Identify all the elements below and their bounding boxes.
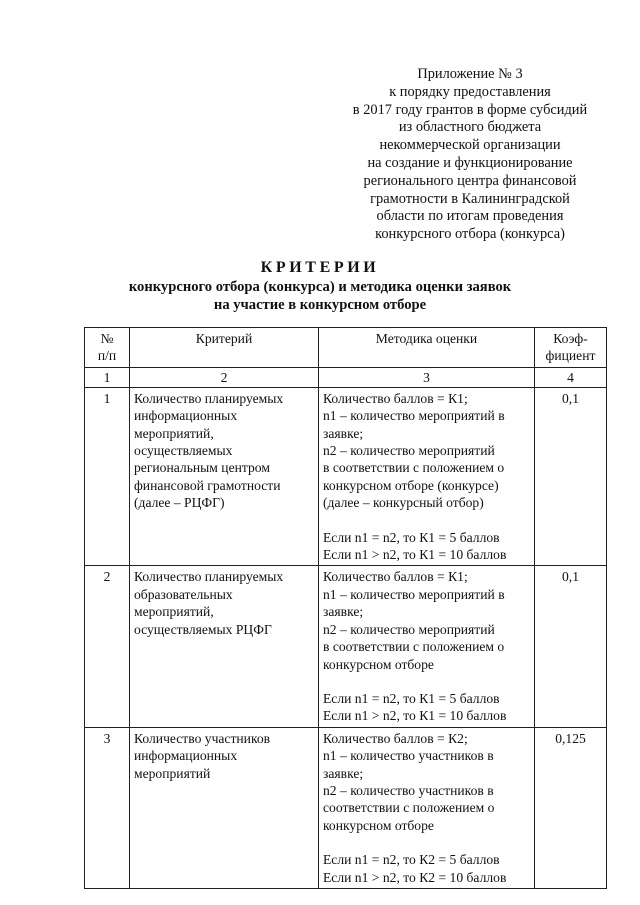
- document-subtitle-line1: конкурсного отбора (конкурса) и методика оценки заявок: [128, 279, 512, 295]
- method-line: Количество баллов = К1;: [323, 390, 468, 406]
- coefficient-cell: 0,1: [535, 566, 607, 727]
- criterion-line: мероприятий,: [134, 604, 214, 620]
- condition-line: Если n1 > n2, то К2 = 10 баллов: [323, 869, 507, 885]
- appendix-line: конкурсного отбора (конкурса): [375, 226, 565, 243]
- method-line: в соответствии с положением о: [323, 639, 505, 655]
- criterion-line: Количество планируемых: [134, 390, 284, 406]
- header-method: Методика оценки: [319, 328, 535, 368]
- method-line: конкурсном отборе (конкурсе): [323, 477, 499, 493]
- method-line: конкурсном отборе: [323, 817, 434, 833]
- header-coef-line2: фициент: [545, 348, 596, 364]
- column-number: 1: [85, 367, 130, 387]
- criterion-line: региональным центром: [134, 460, 270, 476]
- method-line: соответствии с положением о: [323, 800, 495, 816]
- method-line: Количество баллов = К2;: [323, 730, 468, 746]
- method-line: заявке;: [323, 425, 364, 441]
- criterion-line: мероприятий,: [134, 425, 214, 441]
- header-num: [85, 328, 130, 368]
- method-cell: [319, 387, 535, 566]
- criterion-line: мероприятий: [134, 765, 211, 781]
- method-cell: [319, 727, 535, 888]
- method-line: n2 – количество участников в: [323, 782, 494, 798]
- condition-line: Если n1 = n2, то К1 = 5 баллов: [323, 690, 500, 706]
- condition-line: Если n1 = n2, то К1 = 5 баллов: [323, 529, 500, 545]
- criterion-cell: [130, 387, 319, 566]
- appendix-line: в 2017 году грантов в форме субсидий: [352, 101, 588, 118]
- row-number: 3: [85, 727, 130, 888]
- row-number: 2: [85, 566, 130, 727]
- method-line: заявке;: [323, 765, 364, 781]
- method-line: n2 – количество мероприятий: [323, 443, 495, 459]
- header-criterion: Критерий: [130, 328, 319, 368]
- appendix-line: области по итогам проведения: [376, 208, 564, 225]
- condition-line: Если n1 > n2, то К1 = 10 баллов: [323, 547, 507, 563]
- header-coef-line1: Коэф-: [553, 331, 588, 346]
- method-line: конкурсном отборе: [323, 656, 434, 672]
- method-line: заявке;: [323, 604, 364, 620]
- document-title: КРИТЕРИИ: [260, 259, 380, 276]
- appendix-line: регионального центра финансовой: [363, 172, 577, 189]
- header-num-line1: №: [100, 331, 114, 346]
- column-number: 2: [130, 367, 319, 387]
- criteria-table: [84, 327, 607, 889]
- method-line: (далее – конкурсный отбор): [323, 495, 484, 511]
- method-line: Количество баллов = К1;: [323, 569, 468, 585]
- method-spacer: [323, 834, 530, 851]
- criterion-line: финансовой грамотности: [134, 477, 281, 493]
- column-number: 3: [319, 367, 535, 387]
- row-number: 1: [85, 387, 130, 566]
- appendix-line: некоммерческой организации: [379, 137, 561, 154]
- appendix-line: из областного бюджета: [398, 119, 542, 136]
- table-header-row: [85, 328, 607, 368]
- column-number: 4: [535, 367, 607, 387]
- column-number-row: [85, 367, 607, 387]
- header-num-line2: п/п: [97, 348, 117, 364]
- criterion-line: осуществляемых: [134, 443, 233, 459]
- method-line: n1 – количество участников в: [323, 748, 494, 764]
- method-line: в соответствии с положением о: [323, 460, 505, 476]
- appendix-header: [340, 66, 600, 244]
- method-cell: [319, 566, 535, 727]
- criterion-cell: [130, 566, 319, 727]
- criterion-line: Количество планируемых: [134, 569, 284, 585]
- table-row: [85, 727, 607, 888]
- header-coef: [535, 328, 607, 368]
- document-heading: [0, 258, 640, 314]
- method-line: n1 – количество мероприятий в: [323, 586, 505, 602]
- table-row: [85, 566, 607, 727]
- appendix-line: на создание и функционирование: [367, 154, 573, 171]
- method-line: n2 – количество мероприятий: [323, 621, 495, 637]
- criterion-cell: [130, 727, 319, 888]
- document-subtitle-line2: на участие в конкурсном отборе: [213, 297, 427, 313]
- method-spacer: [323, 673, 530, 690]
- condition-line: Если n1 > n2, то К1 = 10 баллов: [323, 708, 507, 724]
- criterion-line: (далее – РЦФГ): [134, 495, 225, 511]
- appendix-line: Приложение № 3: [417, 66, 523, 82]
- criterion-line: осуществляемых РЦФГ: [134, 621, 272, 637]
- condition-line: Если n1 = n2, то К2 = 5 баллов: [323, 852, 500, 868]
- coefficient-cell: 0,1: [535, 387, 607, 566]
- table-row: [85, 387, 607, 566]
- criterion-line: Количество участников: [134, 730, 271, 746]
- coefficient-cell: 0,125: [535, 727, 607, 888]
- method-line: n1 – количество мероприятий в: [323, 408, 505, 424]
- appendix-line: к порядку предоставления: [389, 83, 551, 100]
- criterion-line: информационных: [134, 408, 238, 424]
- method-spacer: [323, 512, 530, 529]
- criterion-line: образовательных: [134, 586, 233, 602]
- appendix-line: грамотности в Калининградской: [370, 190, 570, 207]
- criterion-line: информационных: [134, 748, 238, 764]
